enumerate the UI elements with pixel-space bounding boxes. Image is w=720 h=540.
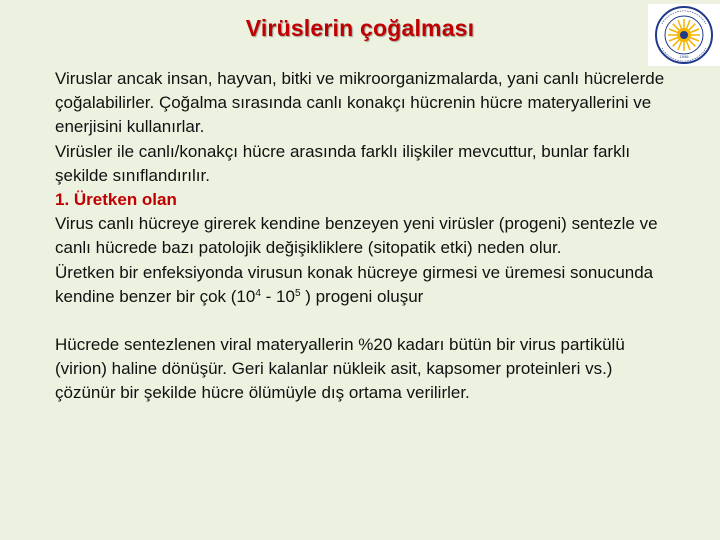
paragraph-relations: Virüsler ile canlı/konakçı hücre arasında farklı ilişkiler mevcuttur, bunlar farklı şekilde sınıflandırılır. — [55, 141, 631, 185]
section-heading: 1. Üretken olan — [55, 190, 177, 210]
paragraph-intro: Viruslar ancak insan, hayvan, bitki ve mikroorganizmalarda, yani canlı hücrelerde çoğalabilirler. Çoğalma sırasında canlı konakçı hücrenin hücre materyallerini ve enerjisini kullanırlar. — [55, 69, 665, 137]
svg-text:1946: 1946 — [679, 54, 689, 59]
progeny-text-end: ) progeni oluşur — [300, 286, 424, 306]
slide-title: Virüslerin çoğalması — [245, 15, 475, 41]
paragraph-virion: Hücrede sentezlenen viral materyallerin %20 kadarı bütün bir virus partikülü (virion) haline dönüşür. Geri kalanlar nükleik asit, kapsomer proteinleri vs.) çözünür bir şekilde hücre ölümüyle dış ortama verilirler. — [55, 335, 625, 403]
exponent-4: 4 — [255, 287, 261, 299]
progeny-text-middle: - 10 — [260, 286, 295, 306]
progeny-text-start: Üretken bir enfeksiyonda virusun konak hücreye girmesi ve üremesi sonucunda kendine benzer bir çok (10 — [55, 262, 654, 306]
spacer — [55, 309, 665, 333]
exponent-5: 5 — [294, 287, 301, 299]
paragraph-progeny — [55, 261, 665, 309]
university-seal-icon — [648, 4, 720, 66]
paragraph-productive: Virus canlı hücreye girerek kendine benzeyen yeni virüsler (progeni) sentezle ve canlı hücrede bazı patolojik değişikliklere (sitopatik etki) neden olur. — [55, 214, 658, 258]
slide-body — [55, 67, 665, 406]
